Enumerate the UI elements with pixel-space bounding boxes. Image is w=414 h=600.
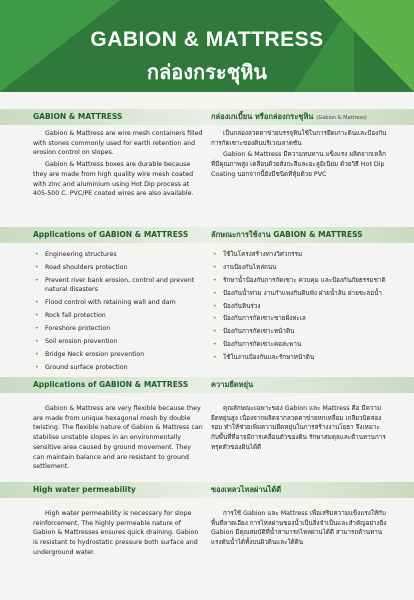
section-heading-bar [0, 377, 414, 393]
list-item: • ป้องกันหินร่วง [213, 302, 261, 310]
section-heading-en: Applications of GABION & MATTRESS [33, 230, 189, 239]
section-heading-th: ของเหลวไหลผ่านได้ดี [211, 485, 282, 494]
section-heading-en: GABION & MATTRESS [33, 112, 123, 121]
list-item: • ป้องกันการกัดเซาะคอสะพาน [213, 341, 302, 349]
section-heading-th: กล่องเกเบี้ยน หรือกล่องกระชุหิน (Gabion & Mattress) [211, 112, 367, 121]
list-item: • ใช้ในโครงสร้างทางวิศวกรรม [213, 251, 303, 258]
section-heading-en: Applications of GABION & MATTRESS [33, 380, 189, 389]
section-heading-th: ความยืดหยุ่น [211, 380, 254, 389]
title-banner [0, 0, 414, 92]
section-heading-bar [0, 482, 414, 498]
list-item: • งานป้องกันไหล่ถนน [213, 263, 277, 271]
list-item: • Flood control with retaining wall and dam [35, 299, 176, 307]
section-heading-en: High water permeability [33, 485, 136, 494]
list-item: • ใช้ในงานป้องกันและรักษาหน้าดิน [213, 354, 315, 362]
section-body-th: คุณลักษณะเฉพาะของ Gabion และ Mattress คือ มีความยืดหยุ่นสูง เนื่องจากผลิตจากลวดตาข่ายหกเหลี่ยม เกลียวบิดสองรอบ ทำให้ช่วยเพิ่มความยืดหยุ่นในการสร้างงานโยธา จึงเหมาะกับพื้นที่ที่อาจมีการเคลื่อนตัวของดิน รักษาสมดุลและต้านทานการทรุดตัวของดินได้ดี [211, 405, 386, 451]
page-title: GABION & MATTRESS [90, 28, 324, 51]
list-item: • Prevent river bank erosion, control and prevent natural disasters [35, 276, 195, 294]
list-item: • Engineering structures [35, 251, 117, 258]
section-body-en: Gabion & Mattress are wire mesh containers filled with stones commonly used for earth retention and erosion control on slopes. Gabion & Mattress boxes are durable because they are made from high quality wire mesh coated with zinc and aluminium using Hot Dip process at 405-500 C. PVC/PE coated wires are also available. [33, 130, 203, 198]
section-heading-bar [0, 227, 414, 243]
list-item: • ป้องกันการกัดเซาะหน้าดิน [213, 328, 295, 336]
list-item: • ป้องกันการกัดเซาะชายฝั่งทะเล [213, 315, 306, 323]
list-item: • Soil erosion prevention [35, 338, 118, 346]
list-item: • รักษาน้ำป้องกันการกัดเซาะ ควบคุม และป้องกันภัยธรรมชาติ [213, 276, 386, 284]
section-heading-th: ลักษณะการใช้งาน GABION & MATTRESS [211, 230, 363, 239]
section-body-th: การใช้ Gabion และ Mattress เพื่อเสริมความแข็งแรงให้กับพื้นที่ลาดเอียง การไหลผ่านของน้ำเป็นสิ่งจำเป็นและสำคัญอย่างยิ่ง Gabion มีคุณสมบัติที่น้ำสามารถไหลผ่านได้ดี สามารถต้านทานแรงดันน้ำได้ทั้งบนผิวดินและใต้ดิน [211, 510, 387, 547]
section-body-en: Gabion & Mattress are very flexible because they are made from unique hexagonal mesh by double twisting. The flexible nature of Gabion & Mattress can stabilise unstable slopes in an environmentally sensitive area caused by ground movement. They can maintain balance and are resistant to ground settlement. [33, 405, 203, 471]
applications-list-en [33, 250, 205, 376]
section-body-th: เป็นกล่องลวดตาข่ายบรรจุหินใช้ในการยึดเกาะดินและป้องกันการกัดเซาะของดินบริเวณลาดชัน Gabion & Mattress มีความทนทาน แข็งแรง ผลิตจากเหล็กที่มีคุณภาพสูง เคลือบด้วยสังกะสีและอะลูมิเนียม ด้วยวิธี Hot Dip Coating นอกจากนี้ยังมีชนิดที่หุ้มด้วย PVC [211, 130, 387, 178]
list-item: • ป้องกันน้ำท่วม งานกำแพงกันดินพัง ฝายน้ำล้น ฝายชะลอน้ำ [213, 289, 382, 297]
list-item: • Rock fall protection [35, 312, 106, 320]
section-body-en: High water permeability is necessary for slope reinforcement. The highly permeable nature of Gabion & Mattresses ensures quick draining. Gabion is resistant to hydrostatic pressure both surface and underground water. [33, 510, 199, 556]
list-item: • Bridge Neck erosion prevention [35, 350, 145, 358]
list-item: • Ground surface protection [35, 363, 128, 371]
page-subtitle-thai: กล่องกระชุหิน [146, 60, 268, 84]
applications-list-th [211, 250, 389, 366]
list-item: • Road shoulders protection [35, 263, 128, 271]
section-heading-bar [0, 109, 414, 125]
list-item: • Foreshore protection [35, 325, 111, 333]
